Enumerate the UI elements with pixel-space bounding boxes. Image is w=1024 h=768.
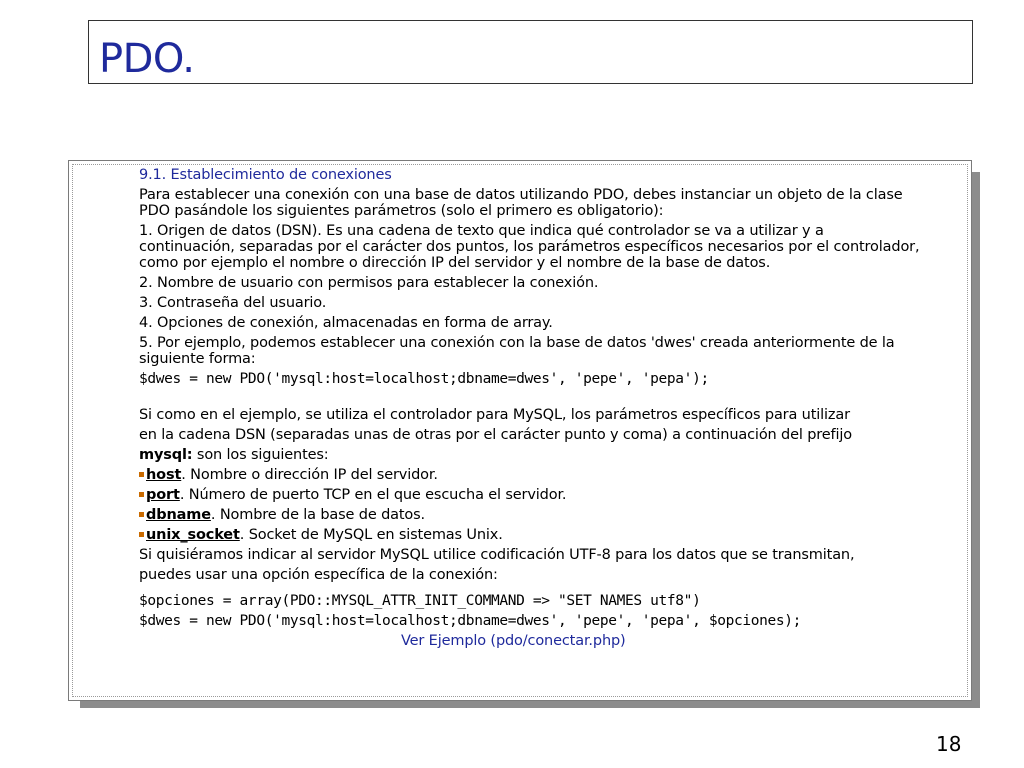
mysql-line-3-text: son los siguientes: (192, 447, 329, 463)
code-example-1: $dwes = new PDO('mysql:host=localhost;dbname=dwes', 'pepe', 'pepa'); (139, 371, 709, 387)
intro-line-2: PDO pasándole los siguientes parámetros (solo el primero es obligatorio): (139, 203, 664, 219)
bullet-item (139, 467, 959, 483)
bullet-text: . Socket de MySQL en sistemas Unix. (239, 527, 503, 543)
bullet-text: . Nombre de la base de datos. (210, 507, 425, 523)
bullet-item (139, 487, 959, 503)
bullet-icon (139, 492, 144, 497)
param-1-line-3: como por ejemplo el nombre o dirección IP del servidor y el nombre de la base de datos. (139, 255, 771, 271)
param-5-line-2: siguiente forma: (139, 351, 256, 367)
intro-paragraph (139, 187, 959, 219)
bullet-text: . Número de puerto TCP en el que escucha el servidor. (179, 487, 567, 503)
bullet-icon (139, 472, 144, 477)
bullet-term: host (146, 467, 182, 483)
param-5-line-1: 5. Por ejemplo, podemos establecer una conexión con la base de datos 'dwes' creada anteriormente de la (139, 335, 895, 351)
param-1 (139, 223, 959, 271)
example-link[interactable]: Ver Ejemplo (pdo/conectar.php) (401, 633, 626, 649)
mysql-line-2: en la cadena DSN (separadas unas de otras por el carácter punto y coma) a continuación del prefijo (139, 427, 852, 443)
bullet-term: unix_socket (146, 527, 240, 543)
utf-line-2: puedes usar una opción específica de la conexión: (139, 567, 498, 583)
code-example-2: $opciones = array(PDO::MYSQL_ATTR_INIT_COMMAND => "SET NAMES utf8") (139, 593, 701, 609)
mysql-line-1: Si como en el ejemplo, se utiliza el controlador para MySQL, los parámetros específicos para utilizar (139, 407, 850, 423)
code-example-3: $dwes = new PDO('mysql:host=localhost;dbname=dwes', 'pepe', 'pepa', $opciones); (139, 613, 801, 629)
section-heading: 9.1. Establecimiento de conexiones (139, 167, 392, 183)
bullet-term: dbname (146, 507, 211, 523)
param-1-line-2: continuación, separadas por el carácter dos puntos, los parámetros específicos necesarios por el controlador, (139, 239, 920, 255)
param-5 (139, 335, 959, 367)
page-number: 18 (936, 732, 962, 756)
bullet-text: . Nombre o dirección IP del servidor. (181, 467, 438, 483)
bullet-icon (139, 512, 144, 517)
slide-title: PDO. (99, 36, 195, 82)
slide-title-box (88, 20, 973, 84)
spacer (139, 391, 959, 407)
param-1-line-1: 1. Origen de datos (DSN). Es una cadena de texto que indica qué controlador se va a utilizar y a (139, 223, 824, 239)
param-3: 3. Contraseña del usuario. (139, 295, 327, 311)
mysql-line-3 (139, 447, 959, 463)
param-4: 4. Opciones de conexión, almacenadas en forma de array. (139, 315, 553, 331)
slide-body (139, 167, 959, 649)
bullet-icon (139, 532, 144, 537)
content-box (68, 160, 972, 701)
bullet-item (139, 527, 959, 543)
bullet-term: port (146, 487, 180, 503)
mysql-prefix: mysql: (139, 447, 193, 463)
bullet-item (139, 507, 959, 523)
utf-line-1: Si quisiéramos indicar al servidor MySQL utilice codificación UTF-8 para los datos que se transmitan, (139, 547, 855, 563)
intro-line-1: Para establecer una conexión con una base de datos utilizando PDO, debes instanciar un objeto de la clase (139, 187, 903, 203)
param-2: 2. Nombre de usuario con permisos para establecer la conexión. (139, 275, 599, 291)
